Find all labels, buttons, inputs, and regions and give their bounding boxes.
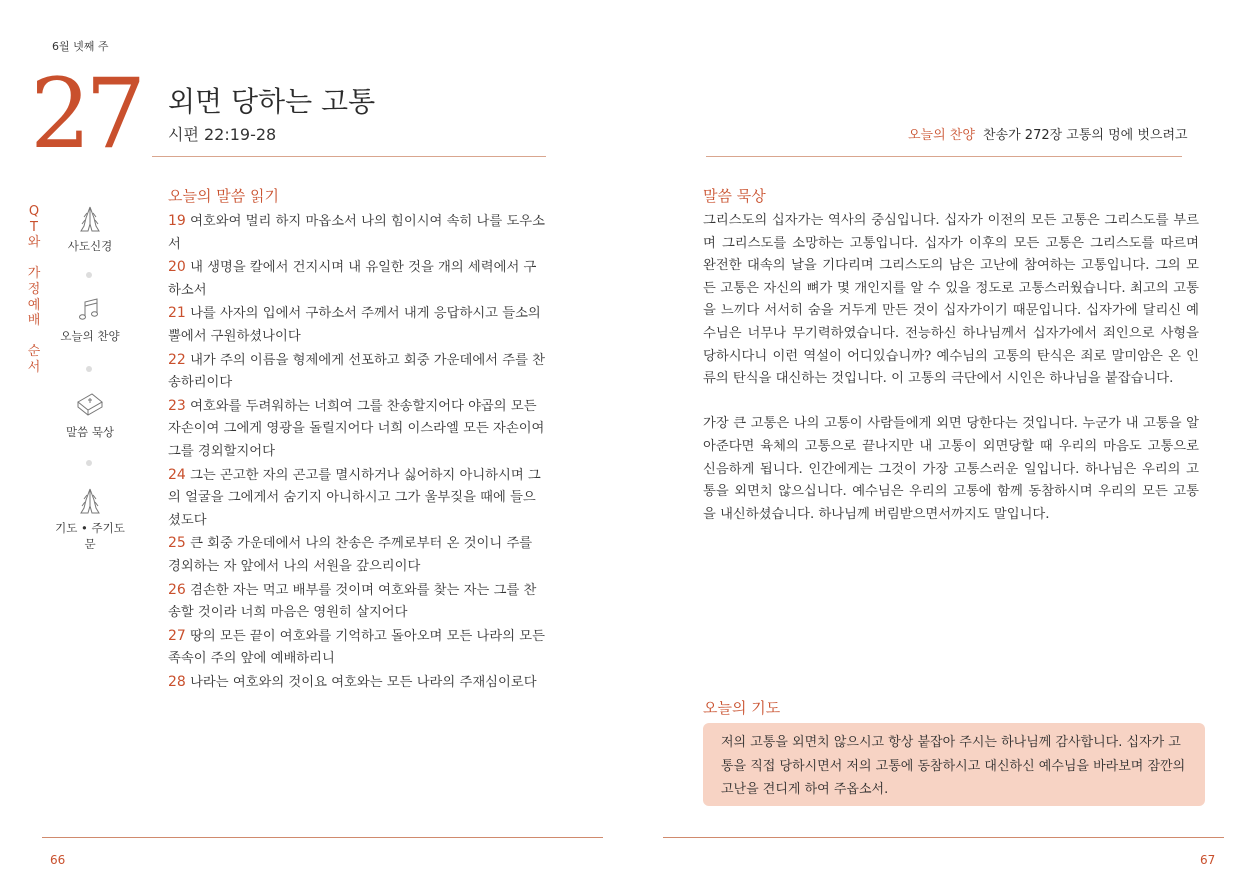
vertical-title-char [26,329,42,345]
hymn-title: 찬송가 272장 고통의 멍에 벗으려고 [983,128,1188,143]
verse-text: 겸손한 자는 먹고 배부를 것이며 여호와를 찾는 자는 그를 찬송할 것이라 너희 마음은 영원히 살지어다 [168,582,537,621]
verse-text: 나를 사자의 입에서 구하소서 주께서 내게 응답하시고 들소의 뿔에서 구원하셨나이다 [168,306,541,344]
scripture-reference: 시편 22:19-28 [168,125,277,144]
meditation-paragraph: 가장 큰 고통은 나의 고통이 사람들에게 외면 당한다는 것입니다. 누군가 내 고통을 알아준다면 육체의 고통으로 끝나지만 내 고통이 외면당할 때 우리의 마음도 고통으로 신음하게 됩니다. 인간에게는 그것이 가장 고통스러운 일입니다. 하나님은 우리의 고통을 외면치 않으십니다. 예수님은 우리의 고통에 함께 동참하시며 우리의 모든 고통을 내신하셨습니다. 하나님께 버림받으면서까지도 말입니다. [703,416,1199,522]
vertical-title-char: 정 [27,281,41,297]
praying-hands-icon [75,486,105,516]
prayer-box [703,723,1205,806]
verse-number: 27 [168,627,186,644]
verse-text: 큰 회중 가운데에서 나의 찬송은 주께로부터 온 것이니 주를 경외하는 자 앞에서 나의 서원을 갚으리이다 [168,536,533,574]
sidebar-item-label: 말씀 묵상 [65,425,115,439]
sidebar-dot [86,272,92,278]
verse [168,671,548,695]
meditation-body [703,210,1199,549]
music-note-icon [75,296,105,324]
verse-number: 23 [168,397,186,414]
verse-text: 땅의 모든 끝이 여호와를 기억하고 돌아오며 모든 나라의 모든 족속이 주의 앞에 예배하리니 [168,628,545,667]
sidebar-dot [86,366,92,372]
scripture-reading [168,210,548,694]
sidebar-item-label: 오늘의 찬양 [60,329,120,343]
page-title: 외면 당하는 고통 [168,85,376,118]
verse [168,349,548,395]
vertical-title-char: 와 [27,235,41,251]
verse-number: 20 [168,259,186,276]
verse-number: 28 [168,673,186,690]
reading-heading: 오늘의 말씀 읽기 [168,187,279,205]
verse-text: 여호와여 멀리 하지 마옵소서 나의 힘이시여 속히 나를 도우소서 [168,214,545,252]
qt-vertical-title [26,204,42,376]
week-label: 6월 넷째 주 [52,40,109,53]
verse [168,464,548,533]
prayer-text: 저의 고통을 외면치 않으시고 항상 붙잡아 주시는 하나님께 감사합니다. 십자가 고통을 직접 당하시면서 저의 고통에 동참하시고 대신하신 예수님을 바라보며 잠깐의 고난을 견디게 하여 주옵소서. [721,735,1186,797]
bible-icon [74,390,106,420]
hymn-label: 오늘의 찬양 [908,128,975,143]
verse [168,302,548,348]
meditation-heading: 말씀 묵상 [703,187,766,205]
vertical-title-char: 예 [27,297,41,313]
divider-right-top [706,156,1182,157]
sidebar-item-prayer[interactable] [52,486,128,552]
day-number: 27 [30,58,141,170]
sidebar-item-label: 사도신경 [67,239,113,253]
vertical-title-char: 가 [27,266,41,282]
sidebar-item-todays-hymn[interactable] [52,296,128,344]
verse-text: 나라는 여호와의 것이요 여호와는 모든 나라의 주재심이로다 [190,674,537,690]
vertical-title-char: Q [28,204,40,219]
divider-bottom-left [42,837,603,838]
verse [168,579,548,625]
verse-number: 19 [168,213,186,229]
prayer-heading: 오늘의 기도 [703,699,781,717]
vertical-title-char: T [30,219,38,235]
divider-bottom-right [663,837,1224,838]
verse-number: 21 [168,305,186,322]
sidebar-dot [86,460,92,466]
meditation-paragraph: 그리스도의 십자가는 역사의 중심입니다. 십자가 이전의 모든 고통은 그리스도를 부르며 그리스도를 소망하는 고통입니다. 십자가 이후의 모든 고통은 그리스도를 따르며 완전한 대속의 날을 기다리며 그리스도의 남은 고난에 참여하는 고통입니다. 그의 모든 고통은 자신의 뼈가 몇 개인지를 알 수 있을 정도로 고통스러웠습니다. 최고의 고통을 느끼다 서서히 숨을 거두게 만든 것이 십자가이기 때문입니다. 십자가에 달리신 예수님은 너무나 무기력하였습니다. 전능하신 하나님께서 십자가에서 죄인으로 사형을 당하시다니 이런 역설이 어디있습니까? 예수님의 고통의 탄식은 죄로 말미암은 온 인류의 탄식을 대신하는 것입니다. 이 고통의 극단에서 시인은 하나님을 붙잡습니다. [703,213,1199,387]
verse [168,625,548,671]
vertical-title-char: 순 [27,344,41,360]
verse-number: 26 [168,581,186,598]
sidebar-item-meditation[interactable] [52,390,128,440]
vertical-title-char: 배 [27,313,41,329]
verse [168,210,548,256]
verse-number: 25 [168,535,186,552]
verse [168,256,548,302]
verse-text: 내 생명을 칼에서 건지시며 내 유일한 것을 개의 세력에서 구하소서 [168,260,537,298]
page-number-left: 66 [50,853,66,867]
verse [168,395,548,464]
verse-number: 24 [168,466,186,483]
vertical-title-char: 서 [27,359,41,375]
vertical-title-char [26,251,42,267]
verse-number: 22 [168,351,186,368]
verse [168,532,548,578]
sidebar-item-label: 기도 • 주기도문 [55,521,125,551]
sidebar-item-apostles-creed[interactable] [52,204,128,254]
divider-left-top [152,156,546,157]
verse-text: 여호와를 두려워하는 너희여 그를 찬송할지어다 야곱의 모든 자손이여 그에게 영광을 돌릴지어다 너희 이스라엘 모든 자손이여 그를 경외할지어다 [168,398,545,459]
praying-hands-icon [75,204,105,234]
page-number-right: 67 [1200,853,1216,867]
verse-text: 내가 주의 이름을 형제에게 선포하고 회중 가운데에서 주를 찬송하리이다 [168,352,545,391]
verse-text: 그는 곤고한 자의 곤고를 멸시하거나 싫어하지 아니하시며 그의 얼굴을 그에게서 숨기지 아니하시고 그가 울부짖을 때에 들으셨도다 [168,467,541,528]
